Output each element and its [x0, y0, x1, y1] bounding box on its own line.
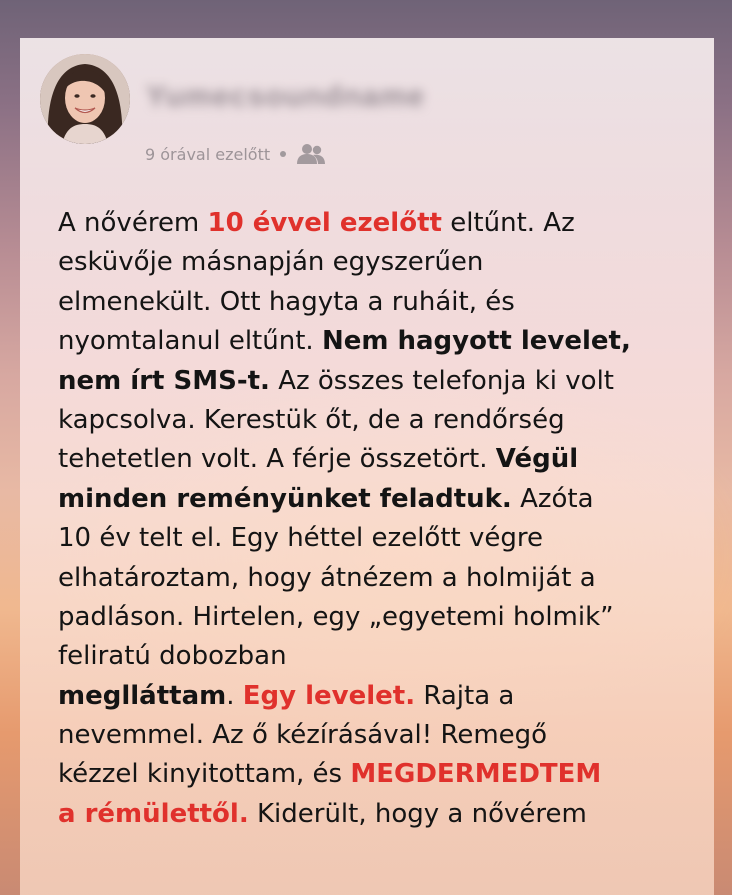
story-text-segment: tehetetlen volt. A férje összetört.	[58, 444, 496, 475]
story-text-segment: .	[226, 680, 243, 711]
story-text-segment: eltűnt. Az	[441, 208, 575, 238]
timestamp[interactable]: 9 órával ezelőtt	[145, 144, 271, 164]
story-line	[58, 243, 698, 282]
story-text-segment: A nővérem	[58, 208, 208, 238]
story-line	[58, 795, 698, 834]
story-line	[58, 401, 698, 440]
story-line	[58, 480, 698, 519]
story-text-segment: nevemmel. Az ő kézírásával! Remegő	[58, 720, 548, 751]
story-line	[58, 440, 698, 479]
separator-dot	[280, 151, 286, 157]
story-line	[58, 204, 698, 243]
post-card	[20, 38, 714, 895]
story-text	[58, 204, 698, 834]
story-line	[58, 637, 698, 676]
avatar[interactable]	[40, 54, 130, 144]
story-text-segment: Rajta a	[415, 680, 515, 711]
story-line	[58, 598, 698, 637]
bold-text: Nem hagyott levelet,	[321, 326, 631, 357]
friends-icon[interactable]	[296, 143, 326, 165]
story-text-segment: kapcsolva. Kerestük őt, de a rendőrség	[58, 404, 565, 435]
bold-text: Végül	[495, 444, 579, 475]
bold-text: nem írt SMS-t.	[58, 365, 270, 396]
highlight-text: Egy levelet.	[242, 680, 416, 711]
story-text-segment: elmenekült. Ott hagyta a ruháit, és	[58, 286, 515, 317]
story-text-segment: esküvője másnapján egyszerűen	[58, 247, 484, 278]
story-line	[58, 716, 698, 755]
story-text-segment: kézzel kinyitottam, és	[58, 759, 351, 790]
story-line	[58, 283, 698, 322]
author-name[interactable]: Yumecsoundname	[146, 80, 426, 113]
story-line	[58, 362, 698, 401]
story-text-segment: Az összes telefonja ki volt	[269, 365, 614, 396]
story-line	[58, 755, 698, 794]
story-text-segment: padláson. Hirtelen, egy „egyetemi holmik”	[58, 601, 614, 632]
story-text-segment: 10 év telt el. Egy héttel ezelőtt végre	[58, 523, 543, 554]
bold-text: meglláttam	[58, 680, 227, 711]
story-line	[58, 559, 698, 598]
highlight-text: 10 évvel ezelőtt	[207, 208, 442, 238]
post-meta	[145, 142, 326, 166]
story-line	[58, 322, 698, 361]
highlight-text: a rémülettől.	[58, 798, 249, 829]
story-text-segment: Azóta	[511, 483, 594, 514]
woman-portrait-icon	[40, 54, 130, 144]
story-text-segment: feliratú dobozban	[58, 641, 287, 672]
story-text-segment: Kiderült, hogy a nővérem	[248, 798, 587, 829]
story-text-segment: elhatároztam, hogy átnézem a holmiját a	[58, 562, 596, 593]
bold-text: minden reményünket feladtuk.	[58, 483, 512, 514]
story-text-segment: nyomtalanul eltűnt.	[58, 326, 322, 357]
highlight-text: MEGDERMEDTEM	[350, 759, 602, 790]
story-line	[58, 519, 698, 558]
story-line	[58, 677, 698, 716]
